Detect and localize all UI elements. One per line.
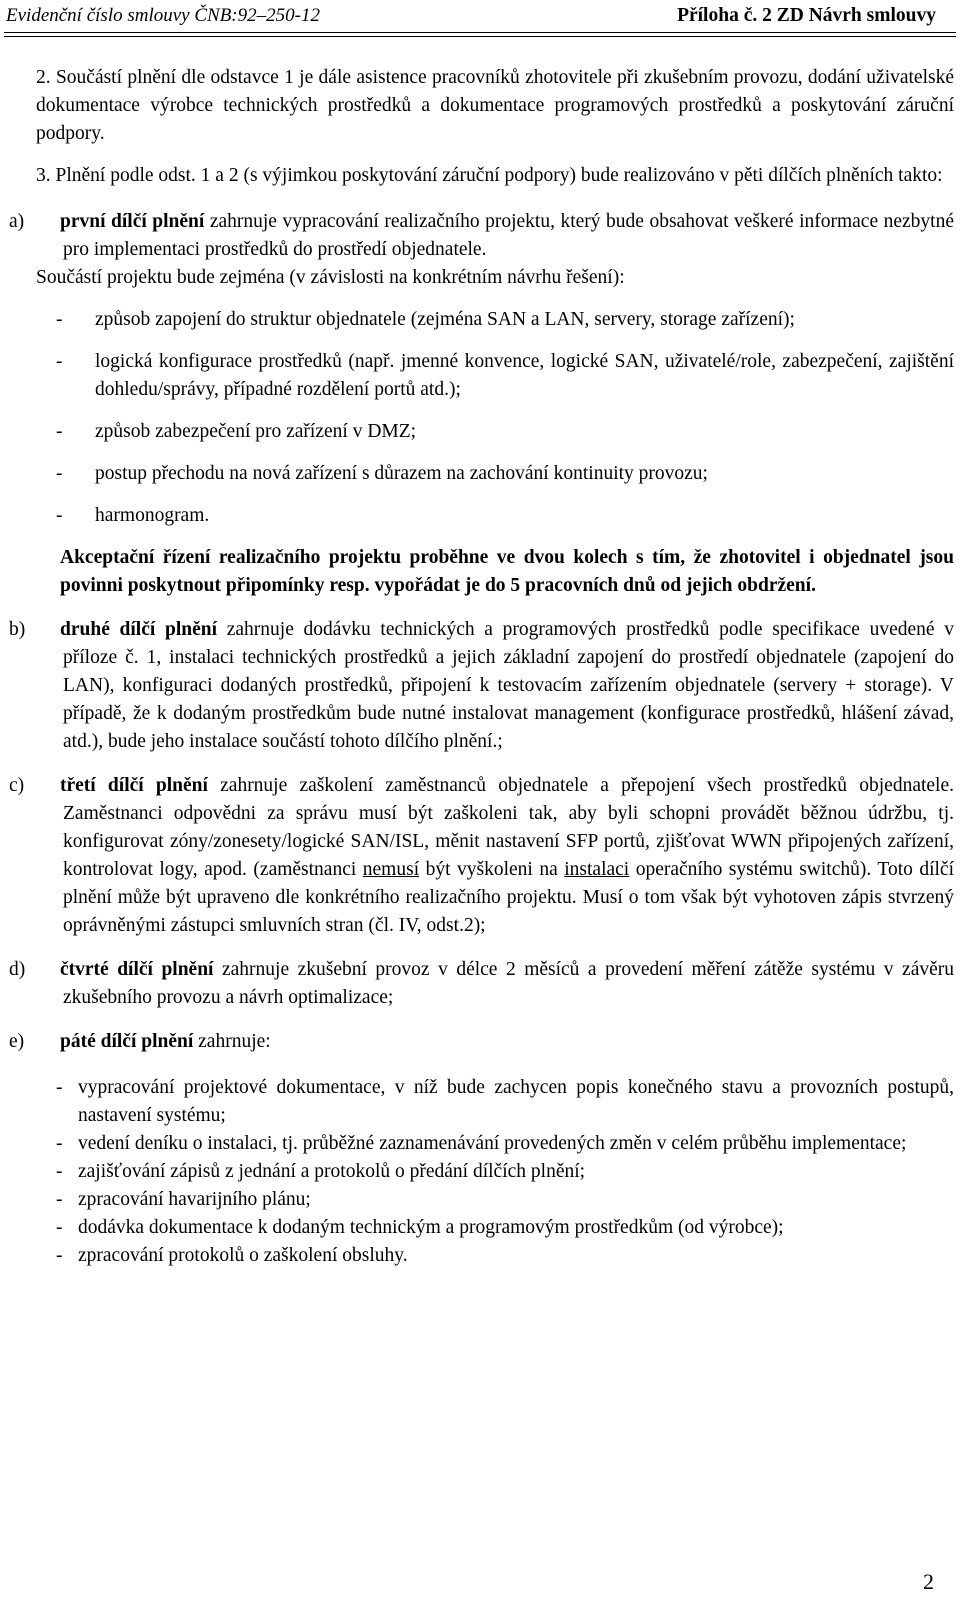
list-item-text: způsob zapojení do struktur objednatele (zejména SAN a LAN, servery, storage zařízení); (95, 309, 795, 330)
dash-bullet: - (56, 421, 63, 442)
list-item-text: vedení deníku o instalaci, tj. průběžné zaznamenávání provedených změn v celém průběhu implementace; (78, 1133, 907, 1154)
item-c-text: být vyškoleni na (419, 859, 565, 880)
list-item (36, 1158, 954, 1186)
list-item (36, 1214, 954, 1242)
list-item-text: zpracování havarijního plánu; (78, 1189, 311, 1210)
item-a-continuation: Součástí projektu bude zejména (v závislosti na konkrétním návrhu řešení): (36, 267, 625, 288)
item-b (9, 616, 954, 756)
list-item (36, 1130, 954, 1158)
attachment-title: Příloha č. 2 ZD Návrh smlouvy (677, 5, 936, 26)
item-c-text: zahrnuje zaškolení zaměstnanců objednatele a přepojení všech prostředků objednatele. Zaměstnanci odpovědni za správu musí být zaškoleni tak, aby byli schopni provádět běžnou údržbu, tj. konfigurovat zóny/zonesety/logické SAN/ISL, měnit nastavení SFP portů, zjišťovat WWN připojených zařízení, kontrolovat logy, apod. (zaměstnanci (63, 775, 954, 880)
item-b-label: b) (9, 619, 26, 640)
dash-bullet: - (56, 1217, 63, 1238)
item-a-bold: první dílčí plnění (60, 211, 205, 232)
dash-bullet: - (56, 1133, 63, 1154)
dash-bullet: - (56, 309, 63, 330)
dash-bullet: - (56, 1077, 63, 1098)
item-a-text: zahrnuje vypracování realizačního projektu, který bude obsahovat veškeré informace nezbytné pro implementaci prostředků do prostředí objednatele. (63, 211, 955, 260)
acceptance-paragraph (36, 544, 954, 600)
item-e-bold: páté dílčí plnění (60, 1031, 194, 1052)
dash-bullet: - (56, 1161, 63, 1182)
list-item-text: harmonogram. (95, 505, 210, 526)
item-c (9, 772, 955, 940)
list-item (36, 306, 954, 334)
list-item (36, 348, 954, 404)
item-a (9, 208, 955, 264)
list-item (36, 418, 954, 446)
header-rule-top (4, 32, 956, 33)
dash-bullet: - (56, 463, 63, 484)
paragraph-2: 2. Součástí plnění dle odstavce 1 je dále asistence pracovníků zhotovitele při zkušebním provozu, dodání uživatelské dokumentace výrobce technických prostředků a dokumentace programových prostředků a poskytování záruční podpory. (36, 67, 954, 144)
underlined-word: nemusí (362, 859, 420, 880)
dash-bullet: - (56, 351, 63, 372)
list-item-text: způsob zabezpečení pro zařízení v DMZ; (95, 421, 417, 442)
list-item-text: dodávka dokumentace k dodaným technickým a programovým prostředkům (od výrobce); (78, 1217, 784, 1238)
header-rule-bottom (4, 36, 956, 37)
list-item (36, 1074, 954, 1130)
item-d (9, 956, 955, 1012)
list-item (36, 460, 954, 488)
list-item-text: vypracování projektové dokumentace, v níž bude zachycen popis konečného stavu a provozních postupů, nastavení systému; (78, 1077, 954, 1126)
item-b-bold: druhé dílčí plnění (60, 619, 218, 640)
contract-number: Evidenční číslo smlouvy ČNB:92–250-12 (6, 5, 320, 26)
item-b-text: zahrnuje dodávku technických a programových prostředků podle specifikace uvedené v příloze č. 1, instalaci technických prostředků a jejich základní zapojení do prostředí objednatele (zapojení do LAN), konfiguraci dodaných prostředků, připojení k testovacím zařízením objednatele (servery + storage). V případě, že k dodaným prostředkům bude nutné instalovat management (konfigurace prostředků, hlášení závad, atd.), bude jeho instalace součástí tohoto dílčího plnění.; (63, 619, 954, 752)
list-item-text: zpracování protokolů o zaškolení obsluhy. (78, 1245, 408, 1266)
item-e (9, 1028, 954, 1056)
item-c-bold: třetí dílčí plnění (60, 775, 208, 796)
item-a-label: a) (9, 211, 25, 232)
underlined-word: instalaci (564, 859, 630, 880)
item-d-text: zahrnuje zkušební provoz v délce 2 měsíců a provedení měření zátěže systému v závěru zkušebního provozu a návrh optimalizace; (63, 959, 955, 1008)
paragraph-3: 3. Plnění podle odst. 1 a 2 (s výjimkou poskytování záruční podpory) bude realizováno v pěti dílčích plněních takto: (36, 165, 943, 186)
item-d-bold: čtvrté dílčí plnění (60, 959, 214, 980)
acceptance-text: Akceptační řízení realizačního projektu proběhne ve dvou kolech s tím, že zhotovitel i objednatel jsou povinni poskytnout připomínky resp. vypořádat je do 5 pracovních dnů od jejich obdržení. (60, 547, 954, 596)
list-item (36, 1186, 954, 1214)
item-e-label: e) (9, 1031, 25, 1052)
item-d-label: d) (9, 959, 26, 980)
list-item-text: logická konfigurace prostředků (např. jmenné konvence, logické SAN, uživatelé/role, zabezpečení, zajištění dohledu/správy, případné rozdělení portů atd.); (95, 351, 954, 400)
page-number: 2 (923, 1569, 934, 1594)
list-item (36, 502, 954, 530)
list-item-text: postup přechodu na nová zařízení s důrazem na zachování kontinuity provozu; (95, 463, 708, 484)
dash-bullet: - (56, 1189, 63, 1210)
dash-bullet: - (56, 505, 63, 526)
dash-bullet: - (56, 1245, 63, 1266)
item-e-text: zahrnuje: (193, 1031, 271, 1052)
list-item-text: zajišťování zápisů z jednání a protokolů o předání dílčích plnění; (78, 1161, 586, 1182)
page-header (0, 2, 960, 32)
item-c-label: c) (9, 775, 25, 796)
document-body (9, 64, 955, 1270)
list-item (36, 1242, 954, 1270)
item-c-text: operačního systému switchů). Toto dílčí plnění může být upraveno dle konkrétního realizačního projektu. Musí o tom však být vyhotoven zápis stvrzený oprávněnými zástupci smluvních stran (čl. IV, odst.2); (63, 859, 955, 936)
